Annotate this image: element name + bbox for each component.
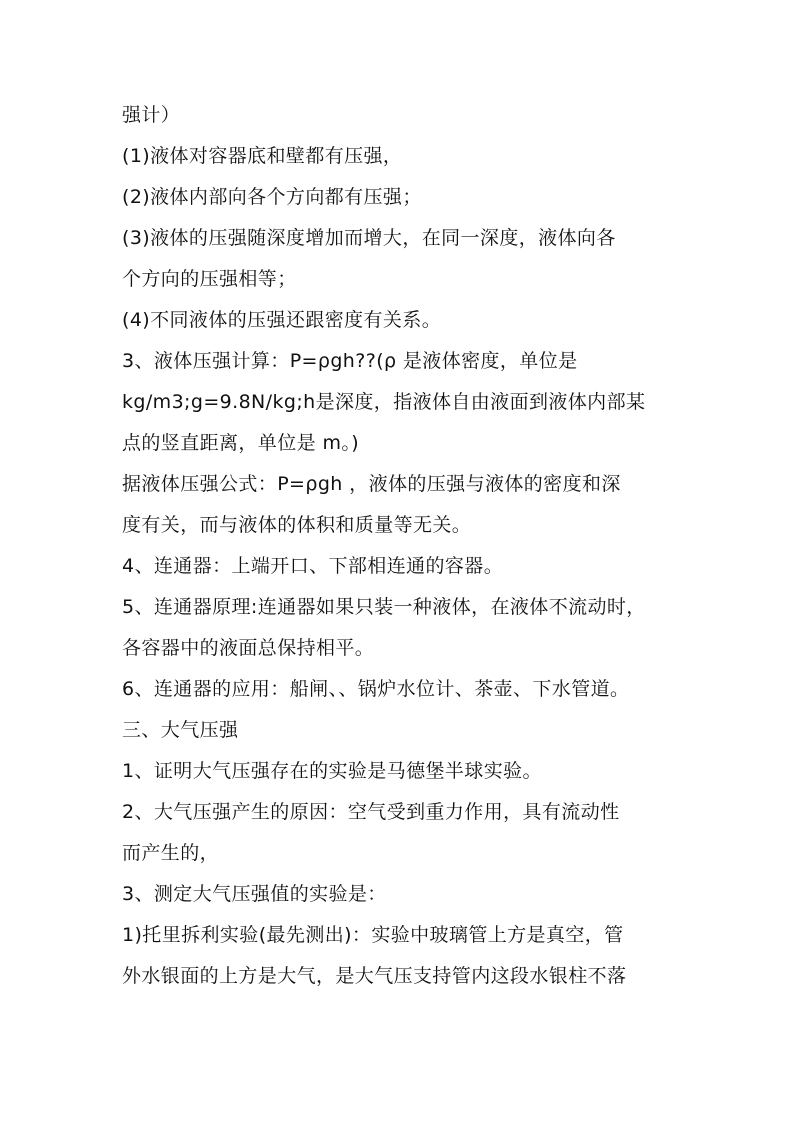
text-line: 而产生的， [122,842,220,864]
text-line: kg/m3;g=9.8N/kg;h是深度，指液体自由液面到液体内部某 [122,391,646,413]
text-line: 外水银面的上方是大气，是大气压支持管内这段水银柱不落 [122,965,627,987]
text-line: 3、液体压强计算：P=ρgh??(ρ 是液体密度，单位是 [122,350,578,372]
document-body [122,95,682,997]
text-line: 个方向的压强相等； [122,268,297,290]
text-line: (4)不同液体的压强还跟密度有关系。 [122,309,442,331]
text-line: 1、证明大气压强存在的实验是马德堡半球实验。 [122,760,542,782]
text-line: 各容器中的液面总保持相平。 [122,637,375,659]
text-line: 6、连通器的应用：船闸、、锅炉水位计、茶壶、下水管道。 [122,678,630,700]
text-line: 强计） [122,104,181,126]
text-line: 点的竖直距离，单位是 m。) [122,432,360,454]
text-line: 5、连通器原理:连通器如果只装一种液体，在液体不流动时， [122,596,646,618]
text-line: 1)托里拆利实验(最先测出)：实验中玻璃管上方是真空，管 [122,924,624,946]
text-line: (3)液体的压强随深度增加而增大，在同一深度，液体向各 [122,227,616,249]
section-heading: 三、大气压强 [122,719,239,741]
text-line: 2、大气压强产生的原因：空气受到重力作用，具有流动性 [122,801,620,823]
text-line: 4、连通器：上端开口、下部相连通的容器。 [122,555,504,577]
text-line: 度有关，而与液体的体积和质量等无关。 [122,514,472,536]
text-line: (2)液体内部向各个方向都有压强； [122,186,422,208]
text-line: 据液体压强公式：P=ρgh ，液体的压强与液体的密度和深 [122,473,621,495]
text-line: 3、测定大气压强值的实验是： [122,883,387,905]
text-line: (1)液体对容器底和壁都有压强， [122,145,403,167]
